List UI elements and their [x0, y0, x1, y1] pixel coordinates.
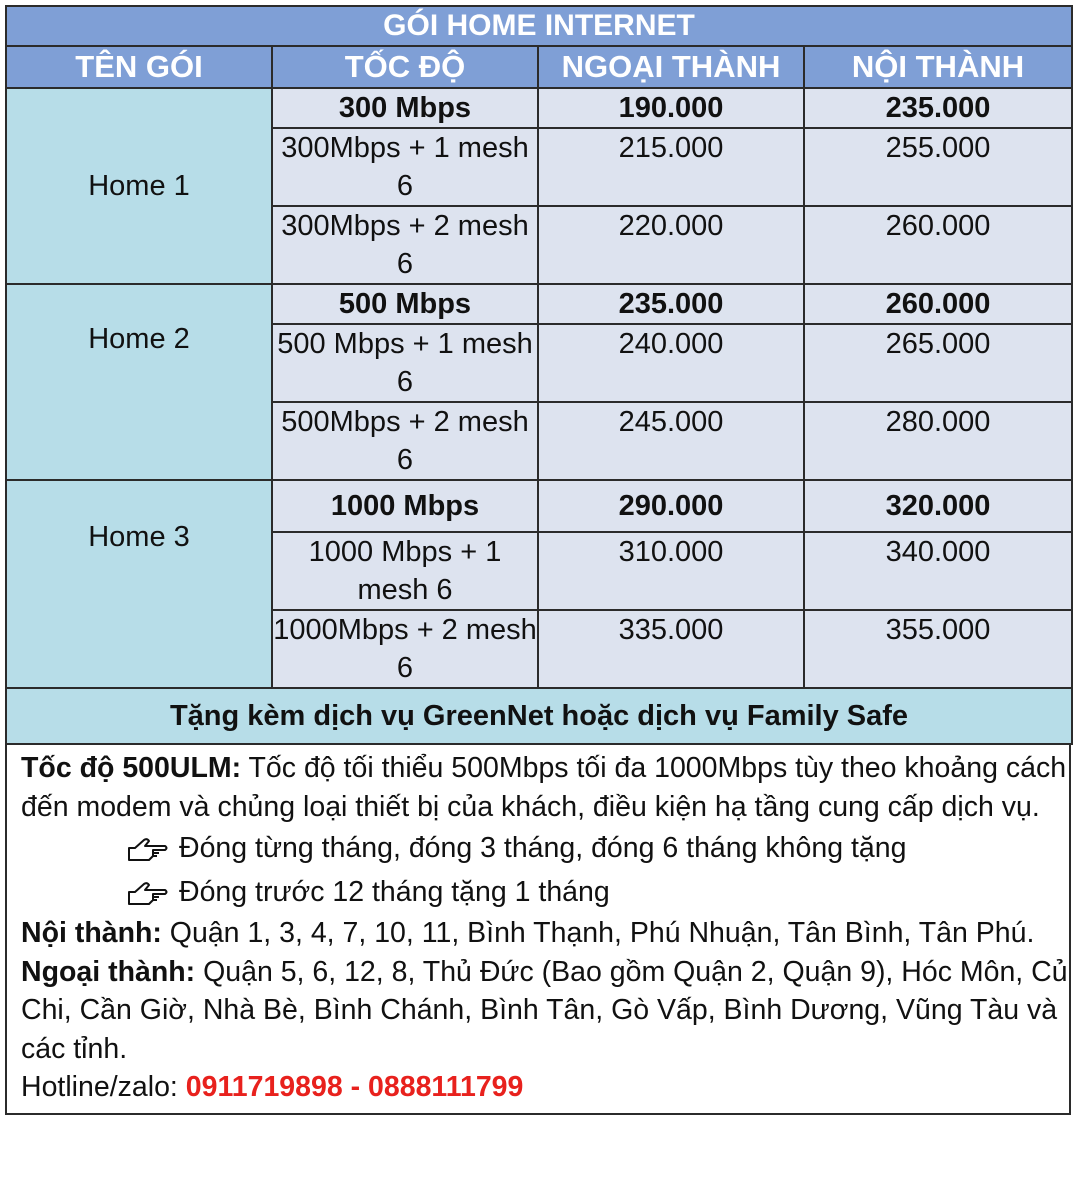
hotline-numbers[interactable]: 0911719898 - 0888111799: [185, 1071, 524, 1103]
inner-price-cell: 355.000: [804, 610, 1072, 688]
outer-price-cell: 290.000: [538, 480, 804, 532]
header-package-name: TÊN GÓI: [6, 46, 272, 88]
speed-cell: 300 Mbps: [272, 88, 538, 128]
outer-city-text: Quận 5, 6, 12, 8, Thủ Đức (Bao gồm Quận 2, Quận 9), Hóc Môn, Củ Chi, Cần Giờ, Nhà Bè, Bình Chánh, Bình Tân, Gò Vấp, Bình Dương, Vũng Tàu và các tỉnh.: [21, 955, 1068, 1065]
inner-city-note: [21, 914, 1069, 953]
outer-price-cell: 240.000: [538, 324, 804, 402]
outer-price-cell: 335.000: [538, 610, 804, 688]
speed-cell: 300Mbps + 1 mesh 6: [272, 128, 538, 206]
outer-price-cell: 310.000: [538, 532, 804, 610]
gift-banner: Tặng kèm dịch vụ GreenNet hoặc dịch vụ Family Safe: [6, 688, 1072, 744]
payment-bullet-2: [21, 870, 1069, 914]
inner-price-cell: 260.000: [804, 284, 1072, 324]
speed-cell: 500 Mbps: [272, 284, 538, 324]
hotline: [21, 1068, 1069, 1107]
speed-cell: 1000Mbps + 2 mesh 6: [272, 610, 538, 688]
speed-cell: 300Mbps + 2 mesh 6: [272, 206, 538, 284]
inner-city-label: Nội thành:: [21, 917, 162, 949]
speed-cell: 500 Mbps + 1 mesh 6: [272, 324, 538, 402]
header-outer-city: NGOẠI THÀNH: [538, 46, 804, 88]
table-row: [6, 480, 1072, 532]
speed-cell: 1000 Mbps: [272, 480, 538, 532]
speed-note: [21, 749, 1069, 826]
speed-cell: 500Mbps + 2 mesh 6: [272, 402, 538, 480]
inner-city-text: Quận 1, 3, 4, 7, 10, 11, Bình Thạnh, Phú Nhuận, Tân Bình, Tân Phú.: [161, 917, 1035, 949]
speed-note-label: Tốc độ 500ULM:: [21, 752, 242, 784]
outer-price-cell: 235.000: [538, 284, 804, 324]
speed-cell: 1000 Mbps + 1 mesh 6: [272, 532, 538, 610]
price-sheet: [5, 5, 1071, 1115]
package-name: Home 2: [6, 284, 272, 480]
outer-price-cell: 245.000: [538, 402, 804, 480]
inner-price-cell: 260.000: [804, 206, 1072, 284]
inner-price-cell: 255.000: [804, 128, 1072, 206]
payment-bullet-1: [21, 826, 1069, 870]
outer-price-cell: 220.000: [538, 206, 804, 284]
price-table: [5, 5, 1073, 745]
notes-section: [5, 745, 1071, 1115]
package-name: Home 3: [6, 480, 272, 688]
inner-price-cell: 320.000: [804, 480, 1072, 532]
outer-price-cell: 190.000: [538, 88, 804, 128]
header-inner-city: NỘI THÀNH: [804, 46, 1072, 88]
outer-price-cell: 215.000: [538, 128, 804, 206]
inner-price-cell: 265.000: [804, 324, 1072, 402]
table-title: GÓI HOME INTERNET: [6, 6, 1072, 46]
table-row: [6, 284, 1072, 324]
pointing-hand-icon: [125, 833, 169, 863]
inner-price-cell: 340.000: [804, 532, 1072, 610]
package-name: Home 1: [6, 88, 272, 284]
speed-note-text: Tốc độ tối thiểu 500Mbps tối đa 1000Mbps tùy theo khoảng cách đến modem và chủng loại thiết bị của khách, điều kiện hạ tầng cung cấp dịch vụ.: [21, 752, 1067, 823]
payment-bullet-1-text: Đóng từng tháng, đóng 3 tháng, đóng 6 tháng không tặng: [179, 831, 907, 864]
pointing-hand-icon: [125, 877, 169, 907]
inner-price-cell: 280.000: [804, 402, 1072, 480]
payment-bullet-2-text: Đóng trước 12 tháng tặng 1 tháng: [179, 875, 610, 908]
header-speed: TỐC ĐỘ: [272, 46, 538, 88]
outer-city-note: [21, 953, 1069, 1069]
table-row: [6, 88, 1072, 128]
hotline-label: Hotline/zalo:: [21, 1071, 186, 1103]
inner-price-cell: 235.000: [804, 88, 1072, 128]
outer-city-label: Ngoại thành:: [21, 955, 196, 988]
